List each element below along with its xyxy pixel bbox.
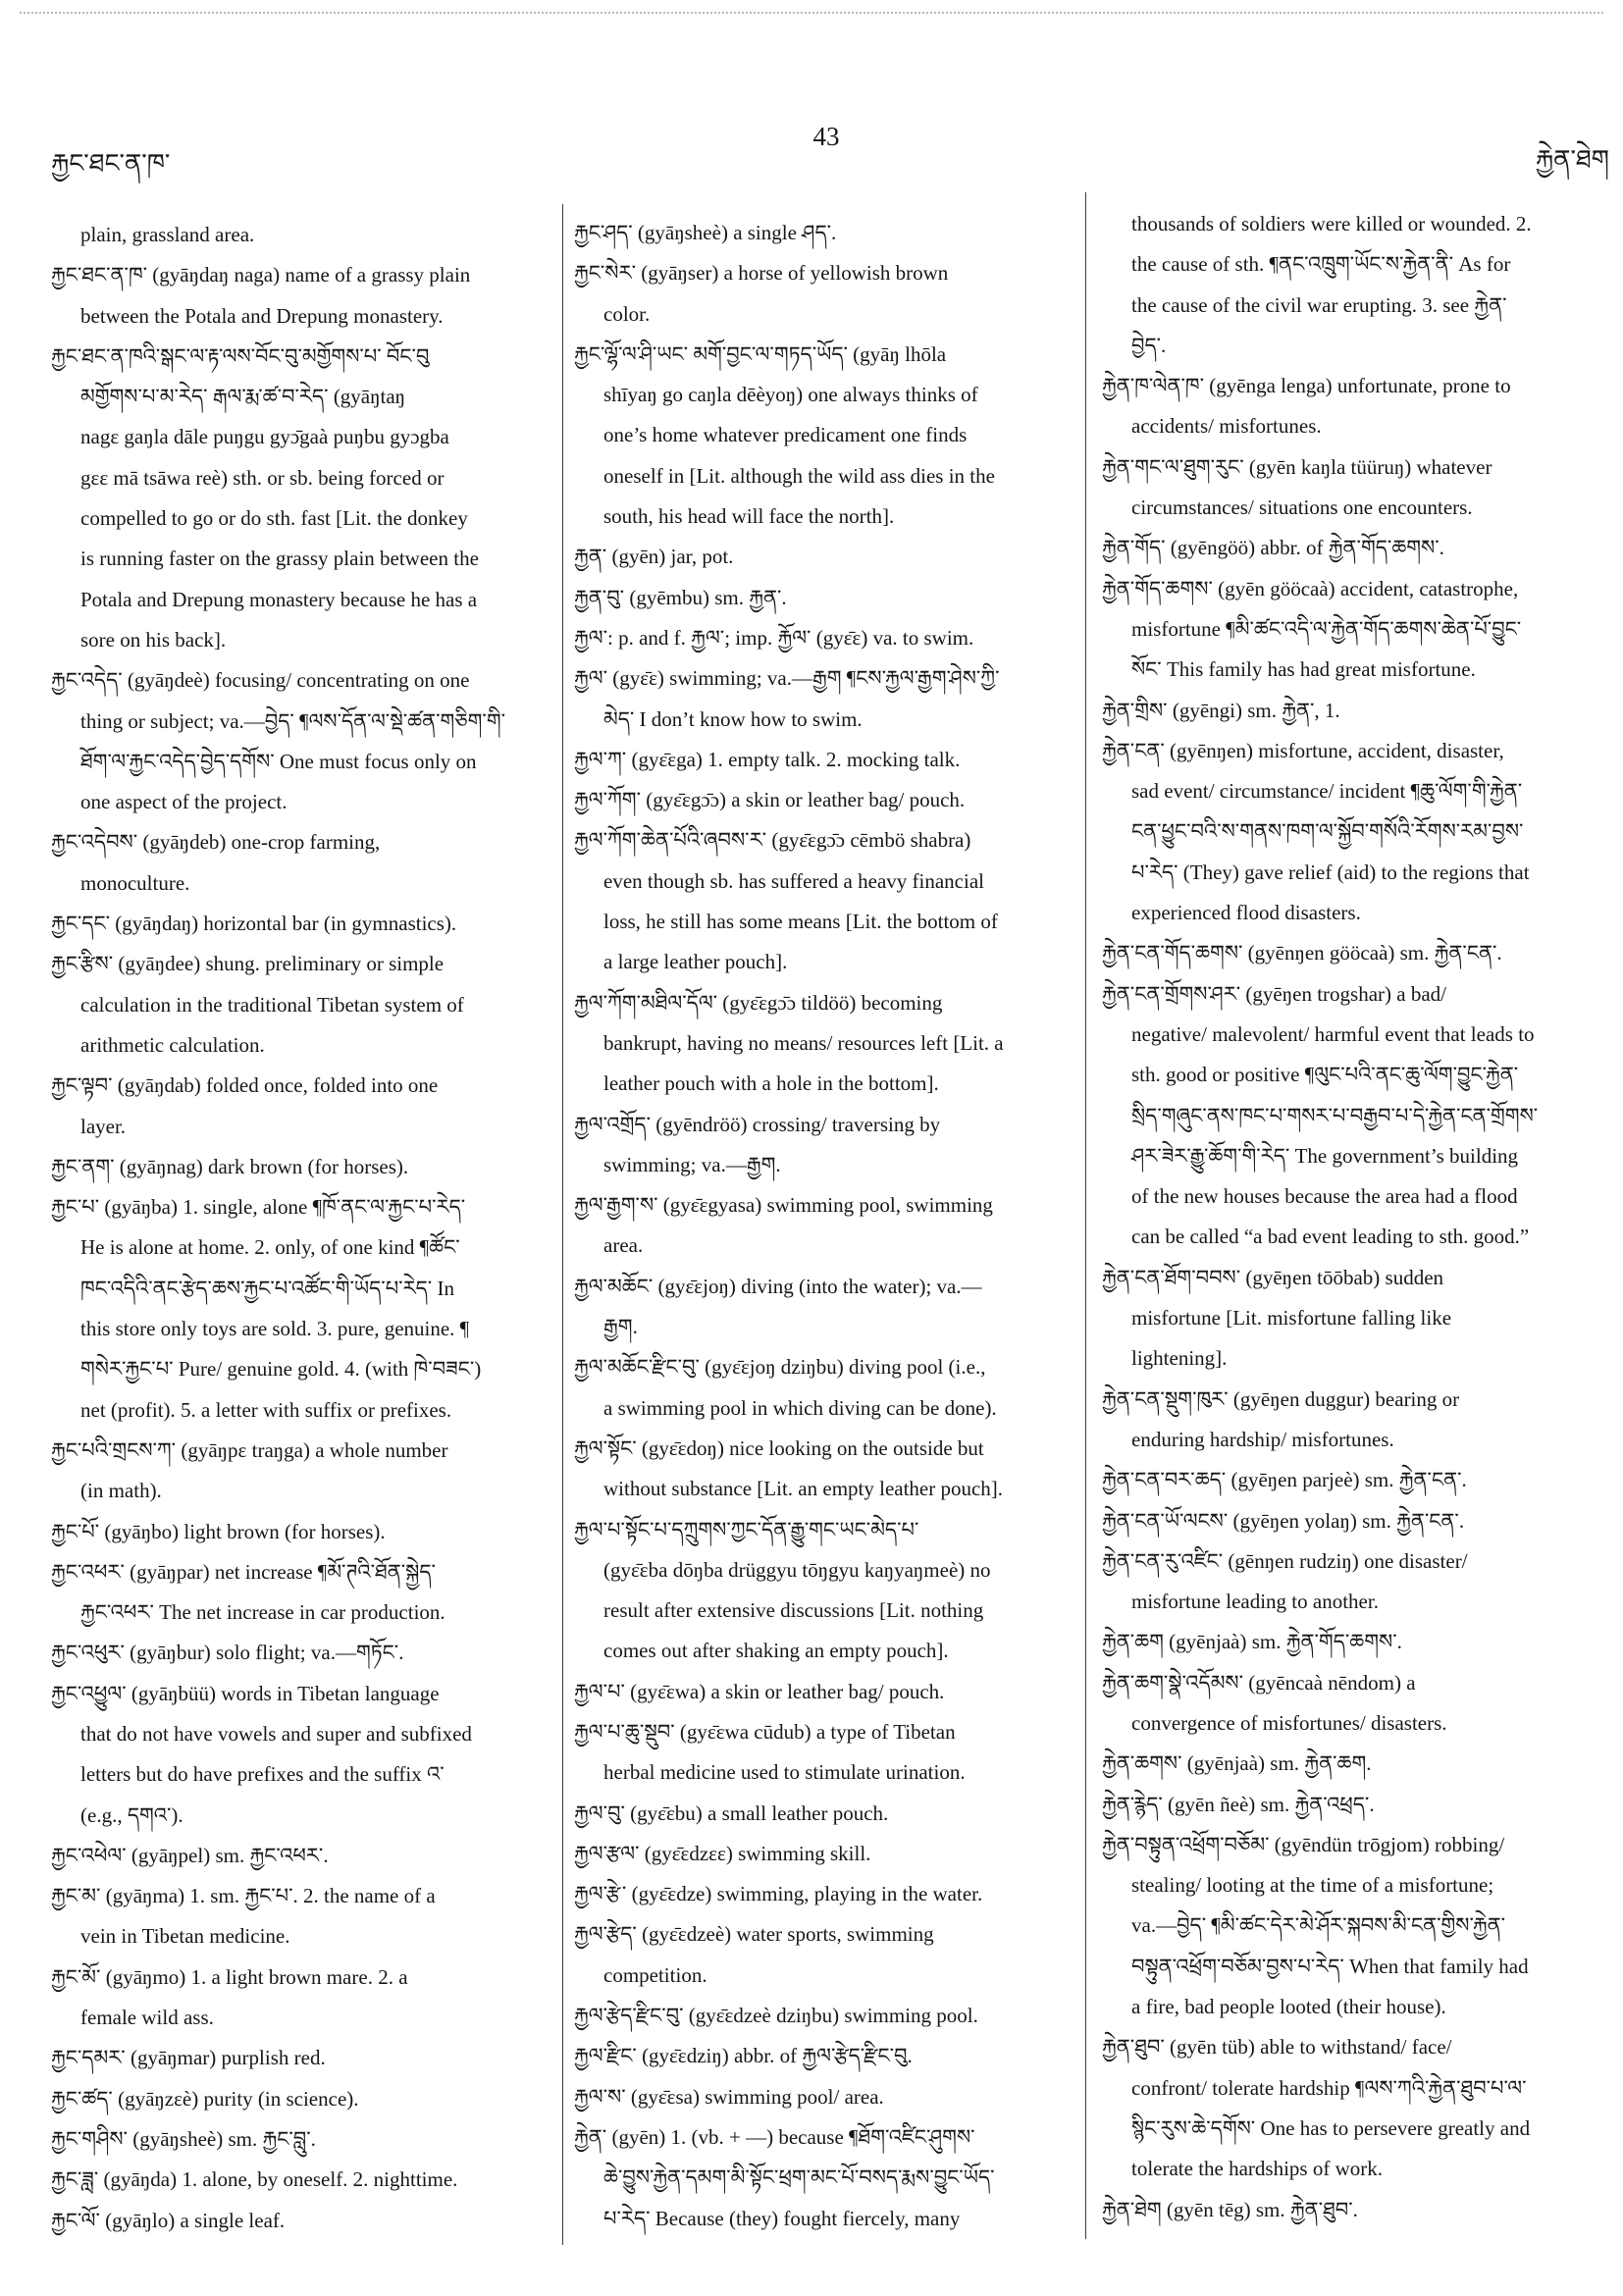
- dictionary-entry: [574, 618, 1076, 658]
- continued-entry-line: plain, grassland area.: [80, 223, 255, 246]
- dictionary-entry: [1102, 1744, 1614, 1784]
- entry-headword-line: རྐྱལ་ཀ་ (gyɛ̄ɛga) 1. empty talk. 2. mocking talk.: [574, 747, 961, 771]
- entry-headword-line: རྐྱང་ནག་ (gyāŋnag) dark brown (for horses).: [51, 1154, 409, 1178]
- dictionary-entry: [574, 1185, 1076, 1267]
- entry-continuation-line: vein in Tibetan medicine.: [80, 1924, 290, 1949]
- entry-continuation-line: sth. good or positive ¶ལུང་པའི་ནང་ཆུ་ལོག་བྱུང་རྐྱེན་: [1131, 1063, 1519, 1087]
- entry-headword-line: རྐྱང་རྩིས་ (gyāŋdee) shung. preliminary or simple: [51, 952, 445, 976]
- dictionary-entry: [1102, 731, 1614, 933]
- dictionary-entry: [574, 2117, 1076, 2239]
- entry-headword-line: རྐྱང་ལྟབ་ (gyāŋdab) folded once, folded into one: [51, 1073, 439, 1098]
- entry-continuation-line: gɛɛ mā tsāwa reè) sth. or sb. being forced or: [80, 465, 445, 490]
- entry-continuation-line: herbal medicine used to stimulate urination.: [603, 1760, 966, 1785]
- dictionary-entry: [51, 944, 553, 1066]
- dictionary-entry: [1102, 1460, 1614, 1500]
- entry-continuation-line: ཆེ་བྱུས་རྐྱེན་དམག་མི་སྟོང་ཕྲག་མང་པོ་བསད་རྨས་བྱུང་ཡོད་: [603, 2166, 995, 2190]
- entry-headword-line: རྐྱལ་རྩེད་ (gyɛ̄ɛdzeè) water sports, swimming: [574, 1922, 934, 1947]
- entry-continuation-line: negative/ malevolent/ harmful event that leads to: [1131, 1021, 1535, 1046]
- dictionary-entry: [51, 1876, 553, 1957]
- entry-continuation-line: རྐྱང་འཕར་ The net increase in car production.: [80, 1600, 445, 1625]
- entry-headword-line: རྐྱལ་པ་ (gyɛ̄ɛwa) a skin or leather bag/ pouch.: [574, 1679, 945, 1703]
- entry-headword-line: རྐྱལ་རྩལ་ (gyɛ̄ɛdzɛɛ) swimming skill.: [574, 1841, 871, 1865]
- scan-edge-marks: [20, 12, 1603, 14]
- entry-headword-line: རྐྱང་འདེབས་ (gyāŋdeb) one-crop farming,: [51, 830, 381, 855]
- page-number: 43: [812, 122, 840, 151]
- entry-headword-line: རྐྱན་བུ་ (gyēmbu) sm. རྐྱན་.: [574, 585, 787, 609]
- dictionary-entry: [574, 780, 1076, 820]
- dictionary-entry: [574, 2077, 1076, 2117]
- dictionary-entry: [574, 658, 1076, 740]
- entry-headword-line: རྐྱང་དམར་ (gyāŋmar) purplish red.: [51, 2046, 326, 2070]
- entry-continuation-line: that do not have vowels and super and subfixed: [80, 1721, 472, 1746]
- entry-continuation-line: va.—བྱེད་ ¶མི་ཚང་དེར་མེ་ཤོར་སྐབས་མི་ངན་གྱིས་རྐྱེན་: [1131, 1913, 1506, 1938]
- dictionary-entry: [574, 253, 1076, 335]
- entry-continuation-line: stealing/ looting at the time of a misfortune;: [1131, 1873, 1494, 1898]
- entry-continuation-line: རྒྱག.: [603, 1315, 638, 1339]
- entry-continuation-line: result after extensive discussions [Lit. nothing: [603, 1598, 984, 1623]
- dictionary-entry: [574, 1794, 1076, 1834]
- entry-continuation-line: (e.g., དགའ་).: [80, 1802, 183, 1827]
- entry-continuation-line: experienced flood disasters.: [1131, 901, 1361, 925]
- entry-headword-line: རྐྱང་པ་ (gyāŋba) 1. single, alone ¶ཁོ་ནང་ལ་རྐྱང་པ་རེད་: [51, 1195, 466, 1220]
- entry-continuation-line: loss, he still has some means [Lit. the bottom of: [603, 910, 998, 934]
- entry-continuation-line: monoculture.: [80, 870, 190, 895]
- dictionary-entry: [1102, 2190, 1614, 2230]
- dictionary-entry: [51, 904, 553, 944]
- entry-headword-line: རྐྱེན་གྲིས་ (gyēngi) sm. རྐྱེན་, 1.: [1102, 698, 1340, 722]
- entry-continuation-line: ཁང་འདིའི་ནང་རྩེད་ཆས་རྐྱང་པ་འཚོང་གི་ཡོད་པ་རེད་ In: [80, 1276, 454, 1300]
- entry-headword-line: རྐྱེན་ཆག་སྣེ་འདོམས་ (gyēncaà nēndom) a: [1102, 1670, 1416, 1695]
- entry-continuation-line: a large leather pouch].: [603, 950, 788, 974]
- dictionary-entry: [51, 2201, 553, 2241]
- entry-continuation-line: without substance [Lit. an empty leather pouch].: [603, 1477, 1004, 1501]
- entry-continuation-line: ཐོག་ལ་རྐྱང་འདེད་བྱེད་དགོས་ One must focus only on: [80, 749, 477, 773]
- dictionary-entry: [574, 1510, 1076, 1672]
- entry-continuation-line: bankrupt, having no means/ resources left [Lit. a: [603, 1030, 1004, 1055]
- entry-headword-line: རྐྱལ་མཆོང་རྫིང་བུ་ (gyɛ̄ɛjoŋ dziŋbu) diving pool (i.e.,: [574, 1355, 986, 1380]
- dictionary-entry: [574, 1914, 1076, 1996]
- dictionary-entry: [51, 1431, 553, 1512]
- dictionary-entry: [1102, 1501, 1614, 1541]
- entry-continuation-line: tolerate the hardships of work.: [1131, 2157, 1384, 2181]
- dictionary-entry: [1102, 1785, 1614, 1825]
- dictionary-entry: [51, 2160, 553, 2200]
- entry-headword-line: རྐྱལ་པ་ཆུ་སྡུབ་ (gyɛ̄ɛwa cūdub) a type of Tibetan: [574, 1719, 956, 1744]
- entry-continuation-line: between the Potala and Drepung monastery.: [80, 303, 444, 328]
- dictionary-entry: [574, 1712, 1076, 1794]
- dictionary-entry: [574, 1105, 1076, 1186]
- dictionary-entry: [1102, 1622, 1614, 1662]
- entry-continuation-line: convergence of misfortunes/ disasters.: [1131, 1710, 1447, 1735]
- dictionary-entry: [51, 1836, 553, 1876]
- dictionary-entry: [574, 578, 1076, 618]
- column-divider: [1085, 192, 1086, 2239]
- entry-headword-line: རྐྱལ་: p. and f. རྐྱལ་; imp. རྐྱོལ་ (gyɛ̄ɛ) va. to swim.: [574, 625, 974, 650]
- dictionary-entry: [574, 213, 1076, 253]
- entry-headword-line: རྐྱང་འདེད་ (gyāŋdeè) focusing/ concentrating on one: [51, 668, 470, 693]
- dictionary-entry: [51, 1066, 553, 1147]
- entry-continuation-line: misfortune leading to another.: [1131, 1590, 1379, 1614]
- entry-continuation-line: arithmetic calculation.: [80, 1032, 265, 1057]
- dictionary-entry: [51, 1552, 553, 1634]
- entry-headword-line: རྐྱལ་ཀོག་ (gyɛ̄ɛgɔ̄ɔ) a skin or leather bag/ pouch.: [574, 788, 966, 812]
- dictionary-entry: [1102, 1258, 1614, 1380]
- dictionary-entry: [1102, 1380, 1614, 1461]
- entry-continuation-line: nagɛ gaŋla dāle puŋgu gyɔ̄gaà puŋbu gyɔgba: [80, 425, 449, 449]
- entry-headword-line: རྐྱལ་ཀོག་ཆེན་པོའི་ཞབས་ར་ (gyɛ̄ɛgɔ̄ɔ cēmbö shabra): [574, 828, 971, 853]
- entry-headword-line: རྐྱང་དང་ (gyāŋdaŋ) horizontal bar (in gymnastics).: [51, 912, 457, 936]
- entry-headword-line: རྐྱེན་ (gyēn) 1. (vb. + —) because ¶ཐོག་འཛིང་ཤུགས་: [574, 2124, 975, 2149]
- entry-headword-line: རྐྱེན་རྙེད་ (gyēn ñeè) sm. རྐྱེན་འཕྲད་.: [1102, 1792, 1375, 1816]
- entry-continuation-line: སོང་ This family has had great misfortune.: [1131, 657, 1476, 682]
- entry-continuation-line: misfortune ¶མི་ཚང་འདི་ལ་རྐྱེན་གོད་ཆགས་ཆེན་པོ་བྱུང་: [1131, 616, 1522, 641]
- entry-headword-line: རྐྱང་ལྷོ་ལ་ཤི་ཡང་ མགོ་བྱང་ལ་གཏད་ཡོད་ (gyāŋ lhōla: [574, 341, 947, 366]
- column-middle: [574, 213, 1076, 2239]
- entry-continuation-line: enduring hardship/ misfortunes.: [1131, 1427, 1394, 1451]
- entry-headword-line: རྐྱེན་ཐུབ་ (gyēn tüb) able to withstand/ face/: [1102, 2035, 1452, 2060]
- entry-continuation-line: སྙིང་རུས་ཆེ་དགོས་ One has to persevere greatly and: [1131, 2115, 1531, 2140]
- entry-continuation-line: confront/ tolerate hardship ¶ལས་ཀའི་རྐྱེན་ཐུབ་པ་ལ་: [1131, 2075, 1527, 2100]
- dictionary-entry: [51, 1147, 553, 1187]
- entry-continuation-line: one aspect of the project.: [80, 790, 288, 814]
- continued-entry-line: thousands of soldiers were killed or wounded. 2.: [1131, 212, 1532, 235]
- entry-continuation-line: བསྟུན་འཕྲོག་བཅོམ་བྱས་པ་རེད་ When that family had: [1131, 1954, 1529, 1978]
- dictionary-entry: [1102, 447, 1614, 529]
- entry-headword-line: རྐྱེན་ངན་གོད་ཆགས་ (gyēnŋen gööcaà) sm. རྐྱེན་ངན་.: [1102, 941, 1502, 965]
- entry-headword-line: རྐྱང་ལོ་ (gyāŋlo) a single leaf.: [51, 2208, 286, 2232]
- entry-continuation-line: a fire, bad people looted (their house).: [1131, 1995, 1446, 2019]
- entry-continuation-line: circumstances/ situations one encounters.: [1131, 496, 1473, 520]
- entry-headword-line: རྐྱལ་པ་སྟོང་པ་དཀྲུགས་ཀྱང་དོན་རྒྱུ་གང་ཡང་མེད་པ་: [574, 1517, 919, 1541]
- entry-headword-line: རྐྱེན་ངན་སྡུག་ཁུར་ (gyēŋen duggur) bearing or: [1102, 1386, 1460, 1411]
- entry-headword-line: རྐྱེན་ཆག (gyēnjaà) sm. རྐྱེན་གོད་ཆགས་.: [1102, 1630, 1402, 1654]
- dictionary-entry: [51, 2079, 553, 2119]
- column-left: [51, 215, 553, 2241]
- entry-continuation-line: a swimming pool in which diving can be done).: [603, 1395, 997, 1420]
- continued-entry-line: the cause of the civil war erupting. 3. see རྐྱེན་: [1131, 292, 1507, 317]
- dictionary-entry: [1102, 2027, 1614, 2189]
- entry-headword-line: རྐྱལ་རྫིང་ (gyɛ̄ɛdziŋ) abbr. of རྐྱལ་རྩེད་རྫིང་བུ.: [574, 2044, 913, 2068]
- entry-headword-line: རྐྱེན་ཐེག (gyēn tēg) sm. རྐྱེན་ཐུབ་.: [1102, 2197, 1358, 2221]
- entry-headword-line: རྐྱེན་གོད་ཆགས་ (gyēn gööcaà) accident, catastrophe,: [1102, 576, 1519, 600]
- entry-continuation-line: compelled to go or do sth. fast [Lit. the donkey: [80, 506, 468, 531]
- entry-continuation-line: (in math).: [80, 1479, 162, 1503]
- entry-continuation-line: (gyɛ̄ɛba dōŋba drüggyu tōŋgyu kaŋyaŋmeè) no: [603, 1557, 991, 1582]
- entry-continuation-line: misfortune [Lit. misfortune falling like: [1131, 1306, 1452, 1331]
- entry-continuation-line: competition.: [603, 1962, 707, 1987]
- entry-continuation-line: of the new houses because the area had a flood: [1131, 1184, 1518, 1209]
- continued-entry-line: བྱེད་.: [1131, 333, 1167, 357]
- dictionary-entry: [1102, 366, 1614, 447]
- continued-entry-line: the cause of sth. ¶ནང་འཁྲུག་ཡོང་ས་རྐྱེན་ནི་ As for: [1131, 252, 1511, 277]
- entry-headword-line: རྐྱེན་ངན་ཐོག་བབས་ (gyēŋen tōōbab) sudden: [1102, 1265, 1444, 1289]
- entry-continuation-line: leather pouch with a hole in the bottom].: [603, 1071, 939, 1096]
- dictionary-entry: [574, 335, 1076, 537]
- entry-continuation-line: མགྱོགས་པ་མ་རེད་ རྒལ་རྨ་ཚ་བ་རེད་ (gyāŋtaŋ: [80, 385, 406, 409]
- entry-headword-line: རྐྱེན་ངན་བར་ཆད་ (gyēŋen parjeè) sm. རྐྱེན་ངན་.: [1102, 1468, 1467, 1492]
- dictionary-entry: [51, 660, 553, 822]
- dictionary-entry: [51, 1957, 553, 2039]
- entry-headword-line: རྐྱེན་གང་ལ་ཐུག་རུང་ (gyēn kaŋla tüüruŋ) whatever: [1102, 454, 1492, 479]
- dictionary-entry: [1102, 1541, 1614, 1623]
- dictionary-entry: [1102, 528, 1614, 568]
- entry-headword-line: རྐྱེན་ངན་རུ་འཛིང་ (gēnŋen rudziŋ) one disaster/: [1102, 1548, 1468, 1573]
- dictionary-entry: [574, 1347, 1076, 1429]
- entry-continuation-line: accidents/ misfortunes.: [1131, 414, 1322, 439]
- entry-headword-line: རྐྱང་ཐང་ན་ཁའི་སྒང་ལ་རྟ་ལས་བོང་བུ་མགྱོགས་པ་ བོང་བུ: [51, 343, 430, 368]
- dictionary-entry: [574, 740, 1076, 780]
- entry-headword-line: རྐྱེན་ངན་གྲོགས་ཤར་ (gyēŋen trogshar) a bad/: [1102, 981, 1446, 1006]
- entry-headword-line: རྐྱལ་ (gyɛ̄ɛ) swimming; va.—རྒྱག ¶ངས་རྐྱལ་རྒྱག་ཤེས་ཀྱི་: [574, 666, 1000, 691]
- entry-continuation-line: even though sb. has suffered a heavy financial: [603, 868, 984, 893]
- column-right: [1102, 204, 1614, 2230]
- entry-headword-line: རྐྱལ་རྩེད་རྫིང་བུ་ (gyɛ̄ɛdzeè dziŋbu) swimming pool.: [574, 2004, 978, 2028]
- entry-continuation-line: lightening].: [1131, 1346, 1228, 1371]
- dictionary-entry: [574, 983, 1076, 1105]
- entry-headword-line: རྐྱང་མོ་ (gyāŋmo) 1. a light brown mare. 2. a: [51, 1964, 408, 1989]
- entry-headword-line: རྐྱང་པའི་གྲངས་ཀ་ (gyāŋpɛ traŋga) a whole number: [51, 1437, 448, 1462]
- entry-continuation-line: sore on his back].: [80, 627, 227, 652]
- entry-continuation-line: net (profit). 5. a letter with suffix or prefixes.: [80, 1397, 452, 1422]
- entry-continuation-line: པ་རེད་ Because (they) fought fiercely, many: [603, 2206, 961, 2230]
- entry-headword-line: རྐྱེན་ཁ་ལེན་ཁ་ (gyēnga lenga) unfortunate, prone to: [1102, 374, 1511, 398]
- entry-headword-line: རྐྱང་ཤད་ (gyāŋsheè) a single ཤད་.: [574, 221, 837, 244]
- entry-continuation-line: ངན་ཕྱུང་བའི་ས་གནས་ཁག་ལ་སྐྱོབ་གསོའི་རོགས་རམ་བྱས་: [1131, 819, 1524, 844]
- entry-headword-line: རྐྱལ་རྩེ་ (gyɛ̄ɛdze) swimming, playing in the water.: [574, 1882, 983, 1906]
- entry-headword-line: རྐྱེན་ངན་ཡོ་ལངས་ (gyēŋen yolaŋ) sm. རྐྱེན་ངན་.: [1102, 1508, 1465, 1533]
- entry-continuation-line: area.: [603, 1233, 644, 1258]
- entry-headword-line: རྐྱང་པོ་ (gyāŋbo) light brown (for horses).: [51, 1519, 386, 1543]
- dictionary-entry: [574, 1672, 1076, 1712]
- entry-headword-line: རྐྱང་འཕུར་ (gyāŋbur) solo flight; va.—གཏོང་.: [51, 1641, 404, 1665]
- entry-continuation-line: sad event/ circumstance/ incident ¶ཆུ་ལོག་གི་རྐྱེན་: [1131, 779, 1523, 804]
- entry-continuation-line: གསེར་རྐྱང་པ་ Pure/ genuine gold. 4. (with ཁེ་བཟང་): [80, 1357, 482, 1382]
- dictionary-entry: [574, 820, 1076, 982]
- entry-continuation-line: is running faster on the grassy plain between the: [80, 547, 479, 571]
- entry-continuation-line: པ་རེད་ (They) gave relief (aid) to the regions that: [1131, 860, 1530, 884]
- entry-continuation-line: Potala and Drepung monastery because he has a: [80, 587, 478, 611]
- entry-headword-line: རྐྱལ་མཆོང་ (gyɛ̄ɛjoŋ) diving (into the water); va.—: [574, 1274, 982, 1298]
- dictionary-entry: [1102, 1825, 1614, 2027]
- entry-continuation-line: swimming; va.—རྒྱག.: [603, 1152, 781, 1176]
- entry-headword-line: རྐྱང་ཐང་ན་ཁ་ (gyāŋdaŋ naga) name of a grassy plain: [51, 263, 471, 287]
- entry-continuation-line: can be called “a bad event leading to sth. good.”: [1131, 1225, 1530, 1249]
- dictionary-entry: [574, 2036, 1076, 2076]
- dictionary-entry: [1102, 1663, 1614, 1745]
- entry-headword-line: རྐྱང་མ་ (gyāŋma) 1. sm. རྐྱང་པ་. 2. the name of a: [51, 1884, 436, 1908]
- dictionary-entry: [51, 1187, 553, 1431]
- dictionary-entry: [51, 1512, 553, 1552]
- entry-headword-line: རྐྱང་འཕྱུལ་ (gyāŋbüü) words in Tibetan language: [51, 1681, 440, 1705]
- dictionary-entry: [51, 822, 553, 904]
- entry-continuation-line: He is alone at home. 2. only, of one kind ¶ཚོང་: [80, 1235, 460, 1260]
- entry-continuation-line: calculation in the traditional Tibetan system of: [80, 992, 464, 1017]
- entry-headword-line: རྐྱེན་ཆགས་ (gyēnjaà) sm. རྐྱེན་ཆག.: [1102, 1751, 1372, 1776]
- dictionary-entry: [574, 537, 1076, 577]
- running-head-right: རྐྱེན་ཐེག: [1535, 145, 1609, 174]
- dictionary-entry: [51, 2119, 553, 2160]
- entry-continuation-line: layer.: [80, 1114, 127, 1138]
- dictionary-entry: [51, 1633, 553, 1673]
- entry-continuation-line: shīyaŋ go caŋla dēèyoŋ) one always thinks of: [603, 383, 978, 407]
- entry-headword-line: རྐྱལ་སྟོང་ (gyɛ̄ɛdoŋ) nice looking on the outside but: [574, 1435, 984, 1460]
- dictionary-entry: [1102, 974, 1614, 1258]
- entry-headword-line: རྐྱེན་གོད་ (gyēngöö) abbr. of རྐྱེན་གོད་ཆགས་.: [1102, 536, 1444, 560]
- entry-continuation-line: ཤར་ཟེར་རྒྱུ་ཆོག་གི་རེད་ The government’s building: [1131, 1143, 1519, 1168]
- entry-headword-line: རྐྱང་གཤིས་ (gyāŋsheè) sm. རྐྱང་བླུ་.: [51, 2126, 316, 2151]
- entry-headword-line: རྐྱང་སེར་ (gyāŋser) a horse of yellowish brown: [574, 261, 949, 286]
- dictionary-entry: [51, 2038, 553, 2078]
- entry-continuation-line: comes out after shaking an empty pouch].: [603, 1639, 949, 1663]
- dictionary-entry: [574, 1429, 1076, 1510]
- entry-continuation-line: letters but do have prefixes and the suffix འ་: [80, 1762, 445, 1787]
- running-head-left: རྐྱང་ཐང་ན་ཁ་: [51, 149, 171, 178]
- dictionary-entry: [574, 1267, 1076, 1348]
- dictionary-entry: [51, 1674, 553, 1836]
- entry-headword-line: རྐྱེན་བསྟུན་འཕྲོག་བཅོམ་ (gyēndün trōgjom) robbing/: [1102, 1832, 1505, 1856]
- entry-headword-line: རྐྱང་འཕར་ (gyāŋpar) net increase ¶མོ་ཊའི་ཐོན་སྐྱེད་: [51, 1559, 436, 1584]
- dictionary-entry: [51, 255, 553, 337]
- entry-continuation-line: south, his head will face the north].: [603, 504, 895, 529]
- dictionary-entry: [574, 1996, 1076, 2036]
- dictionary-entry: [574, 1834, 1076, 1874]
- column-divider: [562, 204, 563, 2245]
- entry-headword-line: རྐྱན་ (gyēn) jar, pot.: [574, 545, 734, 569]
- entry-headword-line: རྐྱང་འཕེལ་ (gyāŋpel) sm. རྐྱང་འཕར་.: [51, 1843, 329, 1867]
- entry-continuation-line: color.: [603, 301, 651, 326]
- dictionary-entry: [1102, 569, 1614, 691]
- entry-continuation-line: སྲིད་གཞུང་ནས་ཁང་པ་གསར་པ་བརྒྱབ་པ་དེ་རྐྱེན་ངན་གྲོགས་: [1131, 1103, 1539, 1127]
- entry-headword-line: རྐྱང་ཚད་ (gyāŋzɛè) purity (in science).: [51, 2086, 359, 2111]
- entry-headword-line: རྐྱེན་ངན་ (gyēnŋen) misfortune, accident, disaster,: [1102, 738, 1504, 762]
- entry-headword-line: རྐྱང་ཟླ་ (gyāŋda) 1. alone, by oneself. 2. nighttime.: [51, 2167, 458, 2192]
- entry-headword-line: རྐྱལ་འགྲོད་ (gyēndröö) crossing/ traversing by: [574, 1112, 941, 1136]
- entry-continuation-line: oneself in [Lit. although the wild ass dies in the: [603, 463, 995, 488]
- dictionary-entry: [1102, 933, 1614, 973]
- dictionary-entry: [51, 337, 553, 660]
- entry-continuation-line: one’s home whatever predicament one finds: [603, 423, 968, 447]
- entry-continuation-line: this store only toys are sold. 3. pure, genuine. ¶: [80, 1317, 470, 1341]
- entry-headword-line: རྐྱལ་རྒྱག་ས་ (gyɛ̄ɛgyasa) swimming pool, swimming: [574, 1193, 993, 1218]
- entry-headword-line: རྐྱལ་ས་ (gyɛ̄ɛsa) swimming pool/ area.: [574, 2084, 884, 2109]
- entry-continuation-line: མེད་ I don’t know how to swim.: [603, 706, 863, 731]
- entry-continuation-line: thing or subject; va.—བྱེད་ ¶ལས་དོན་ལ་སྡེ་ཚན་གཅིག་གི་: [80, 708, 506, 733]
- dictionary-entry: [574, 1874, 1076, 1914]
- entry-headword-line: རྐྱལ་བུ་ (gyɛ̄ɛbu) a small leather pouch.: [574, 1800, 889, 1825]
- dictionary-entry: [1102, 691, 1614, 731]
- entry-continuation-line: female wild ass.: [80, 2006, 214, 2030]
- entry-headword-line: རྐྱལ་ཀོག་མཐིལ་དོལ་ (gyɛ̄ɛgɔ̄ɔ tildöö) becoming: [574, 990, 943, 1015]
